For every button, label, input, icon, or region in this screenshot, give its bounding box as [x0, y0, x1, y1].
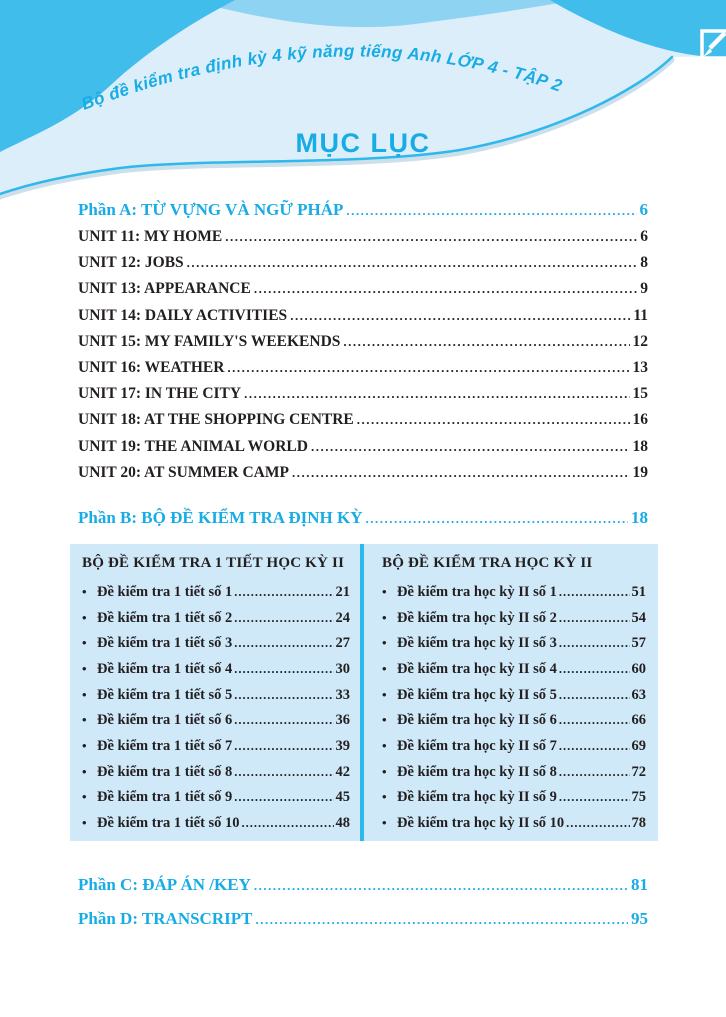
test-entry-label: Đề kiểm tra 1 tiết số 10 — [97, 815, 240, 832]
unit-entry-page: 12 — [632, 332, 648, 350]
bullet-icon: • — [82, 660, 87, 676]
test-entry-label: Đề kiểm tra học kỳ II số 4 — [397, 660, 557, 677]
unit-entry-label: UNIT 20: AT SUMMER CAMP — [78, 463, 289, 481]
test-entry-label: Đề kiểm tra học kỳ II số 9 — [397, 789, 557, 806]
test-entry-label: Đề kiểm tra 1 tiết số 6 — [97, 712, 233, 729]
test-entry — [382, 789, 646, 815]
test-entry-label: Đề kiểm tra học kỳ II số 2 — [397, 609, 557, 626]
bullet-icon: • — [382, 609, 387, 625]
test-entry-page: 78 — [631, 815, 646, 832]
test-entry — [382, 815, 646, 841]
toc-part-b — [78, 508, 648, 536]
right-column-header: BỘ ĐỀ KIỂM TRA HỌC KỲ II — [382, 555, 593, 572]
unit-entry — [78, 228, 648, 254]
test-entry-label: Đề kiểm tra 1 tiết số 7 — [97, 738, 233, 754]
test-table-right-column — [364, 544, 658, 841]
unit-entry-label: UNIT 19: THE ANIMAL WORLD — [78, 437, 308, 455]
unit-entry-label: UNIT 17: IN THE CITY — [78, 385, 242, 403]
test-table — [70, 544, 658, 841]
test-entry — [82, 584, 350, 610]
test-entry-page: 45 — [335, 789, 350, 806]
test-entry-label: Đề kiểm tra 1 tiết số 2 — [97, 609, 233, 626]
toc-part-a-label: Phần A: TỪ VỰNG VÀ NGỮ PHÁP — [78, 200, 344, 219]
test-table-left-column — [70, 544, 360, 841]
test-entry-page: 21 — [335, 583, 350, 600]
toc-content — [78, 200, 648, 937]
toc-part-b-label: Phần B: BỘ ĐỀ KIỂM TRA ĐỊNH KỲ — [78, 507, 363, 527]
test-entry-label: Đề kiểm tra học kỳ II số 8 — [397, 763, 557, 780]
bullet-icon: • — [382, 660, 387, 676]
test-entry — [82, 635, 350, 661]
test-entry — [382, 610, 646, 636]
test-entry-page: 75 — [631, 789, 646, 806]
unit-entry-page: 6 — [640, 228, 648, 245]
dot-leader — [234, 687, 333, 704]
test-entry — [82, 815, 350, 841]
dot-leader — [292, 464, 630, 482]
dot-leader — [227, 359, 629, 377]
toc-part-c — [78, 875, 648, 903]
test-entry-page: 27 — [335, 635, 350, 652]
bullet-icon: • — [382, 763, 387, 779]
unit-entry — [78, 254, 648, 280]
test-entry-label: Đề kiểm tra 1 tiết số 8 — [97, 763, 233, 780]
test-entry — [82, 738, 350, 764]
dot-leader — [559, 687, 630, 704]
unit-entry — [78, 307, 648, 333]
page-title: MỤC LỤC — [295, 128, 431, 158]
bullet-icon: • — [82, 686, 87, 702]
test-entry-page: 54 — [631, 609, 646, 626]
test-entry-label: Đề kiểm tra 1 tiết số 1 — [97, 583, 233, 600]
test-entry-page: 42 — [335, 763, 350, 780]
toc-part-b-page: 18 — [631, 507, 648, 527]
unit-entry-label: UNIT 14: DAILY ACTIVITIES — [78, 306, 288, 324]
dot-leader — [234, 635, 333, 652]
unit-entry — [78, 333, 648, 359]
dot-leader — [225, 228, 637, 246]
dot-leader — [255, 909, 628, 929]
toc-part-a — [78, 200, 648, 228]
test-entry-label: Đề kiểm tra học kỳ II số 1 — [397, 583, 557, 600]
test-entry — [382, 661, 646, 687]
test-entry-page: 39 — [335, 738, 350, 754]
test-entry-page: 72 — [631, 763, 646, 780]
dot-leader — [559, 610, 630, 627]
test-entry — [82, 687, 350, 713]
test-entry — [382, 738, 646, 764]
unit-entry-label: UNIT 15: MY FAMILY'S WEEKENDS — [78, 332, 341, 350]
test-entry-page: 48 — [335, 815, 350, 832]
toc-part-a-page: 6 — [639, 200, 648, 219]
test-entry — [382, 764, 646, 790]
unit-entry-page: 19 — [632, 463, 648, 481]
unit-entry — [78, 280, 648, 306]
bullet-icon: • — [82, 738, 87, 753]
bullet-icon: • — [82, 712, 87, 728]
dot-leader — [343, 333, 629, 351]
dot-leader — [234, 712, 333, 729]
test-entry-label: Đề kiểm tra 1 tiết số 4 — [97, 660, 233, 677]
test-entry — [382, 687, 646, 713]
test-entry-label: Đề kiểm tra 1 tiết số 9 — [97, 789, 233, 806]
test-entry-page: 63 — [631, 686, 646, 703]
unit-entry-label: UNIT 13: APPEARANCE — [78, 280, 251, 298]
test-entry-page: 66 — [631, 712, 646, 729]
test-entry — [82, 661, 350, 687]
unit-entry-label: UNIT 11: MY HOME — [78, 228, 223, 245]
bullet-icon: • — [382, 583, 387, 599]
test-entry-page: 33 — [335, 686, 350, 703]
bullet-icon: • — [382, 635, 387, 651]
dot-leader — [254, 875, 628, 895]
bullet-icon: • — [382, 789, 387, 805]
unit-entry-label: UNIT 18: AT THE SHOPPING CENTRE — [78, 411, 354, 429]
unit-entry-page: 8 — [640, 254, 648, 272]
test-entry-label: Đề kiểm tra học kỳ II số 5 — [397, 686, 557, 703]
dot-leader — [234, 764, 333, 781]
bullet-icon: • — [82, 815, 87, 831]
dot-leader — [357, 411, 630, 429]
test-entry-label: Đề kiểm tra học kỳ II số 10 — [397, 815, 565, 832]
left-column-items — [82, 584, 350, 841]
test-entry-page: 36 — [335, 712, 350, 729]
toc-part-d — [78, 909, 648, 937]
bullet-icon: • — [382, 738, 387, 753]
test-entry-page: 57 — [631, 635, 646, 652]
dot-leader — [559, 635, 630, 652]
unit-entry-label: UNIT 12: JOBS — [78, 254, 184, 272]
bullet-icon: • — [82, 635, 87, 651]
bullet-icon: • — [382, 686, 387, 702]
dot-leader — [559, 661, 630, 678]
test-entry — [82, 712, 350, 738]
dot-leader — [234, 610, 333, 627]
test-entry-label: Đề kiểm tra 1 tiết số 3 — [97, 635, 233, 652]
left-column-header: BỘ ĐỀ KIỂM TRA 1 TIẾT HỌC KỲ II — [82, 555, 345, 572]
test-entry — [82, 610, 350, 636]
test-entry-label: Đề kiểm tra học kỳ II số 7 — [397, 738, 557, 754]
test-entry-label: Đề kiểm tra 1 tiết số 5 — [97, 686, 233, 703]
dot-leader — [290, 307, 630, 325]
dot-leader — [234, 584, 333, 601]
unit-list — [78, 228, 648, 490]
bullet-icon: • — [82, 763, 87, 779]
bullet-icon: • — [382, 712, 387, 728]
right-column-items — [382, 584, 646, 841]
header-wave-banner — [0, 0, 726, 215]
dot-leader — [365, 508, 628, 528]
dot-leader — [559, 764, 630, 781]
dot-leader — [559, 584, 630, 601]
test-entry-label: Đề kiểm tra học kỳ II số 6 — [397, 712, 557, 729]
unit-entry — [78, 464, 648, 490]
dot-leader — [234, 789, 333, 806]
unit-entry — [78, 411, 648, 437]
dot-leader — [559, 789, 630, 806]
dot-leader — [559, 712, 630, 729]
dot-leader — [242, 815, 334, 832]
unit-entry-page: 16 — [632, 411, 648, 429]
bullet-icon: • — [382, 815, 387, 831]
bullet-icon: • — [82, 609, 87, 625]
test-entry-label: Đề kiểm tra học kỳ II số 3 — [397, 635, 557, 652]
unit-entry-page: 9 — [640, 280, 648, 298]
test-entry-page: 24 — [335, 609, 350, 626]
toc-part-d-label: Phần D: TRANSCRIPT — [78, 908, 253, 928]
dot-leader — [254, 280, 637, 298]
unit-entry-label: UNIT 16: WEATHER — [78, 358, 225, 376]
dot-leader — [311, 438, 630, 456]
test-entry — [82, 789, 350, 815]
test-entry — [82, 764, 350, 790]
dot-leader — [187, 254, 638, 272]
bullet-icon: • — [82, 789, 87, 805]
header-banner-text: Bộ đề kiểm tra định kỳ 4 kỹ năng tiếng Anh LỚP 4 - TẬP 2 — [78, 41, 565, 114]
dot-leader — [559, 738, 630, 755]
bullet-icon: • — [82, 583, 87, 599]
dot-leader — [234, 738, 333, 755]
dot-leader — [346, 200, 636, 220]
test-entry-page: 60 — [631, 660, 646, 677]
test-entry-page: 69 — [631, 738, 646, 754]
unit-entry — [78, 438, 648, 464]
unit-entry-page: 11 — [633, 306, 648, 324]
test-entry — [382, 712, 646, 738]
dot-leader — [244, 385, 629, 403]
test-entry — [382, 584, 646, 610]
toc-part-d-page: 95 — [631, 908, 648, 928]
test-entry-page: 30 — [335, 660, 350, 677]
test-entry-page: 51 — [631, 583, 646, 600]
unit-entry-page: 18 — [632, 437, 648, 455]
toc-part-c-label: Phần C: ĐÁP ÁN /KEY — [78, 874, 251, 894]
dot-leader — [234, 661, 333, 678]
toc-part-c-page: 81 — [631, 874, 648, 894]
unit-entry — [78, 359, 648, 385]
dot-leader — [566, 815, 629, 832]
test-entry — [382, 635, 646, 661]
unit-entry — [78, 385, 648, 411]
unit-entry-page: 15 — [632, 385, 648, 403]
unit-entry-page: 13 — [632, 358, 648, 376]
